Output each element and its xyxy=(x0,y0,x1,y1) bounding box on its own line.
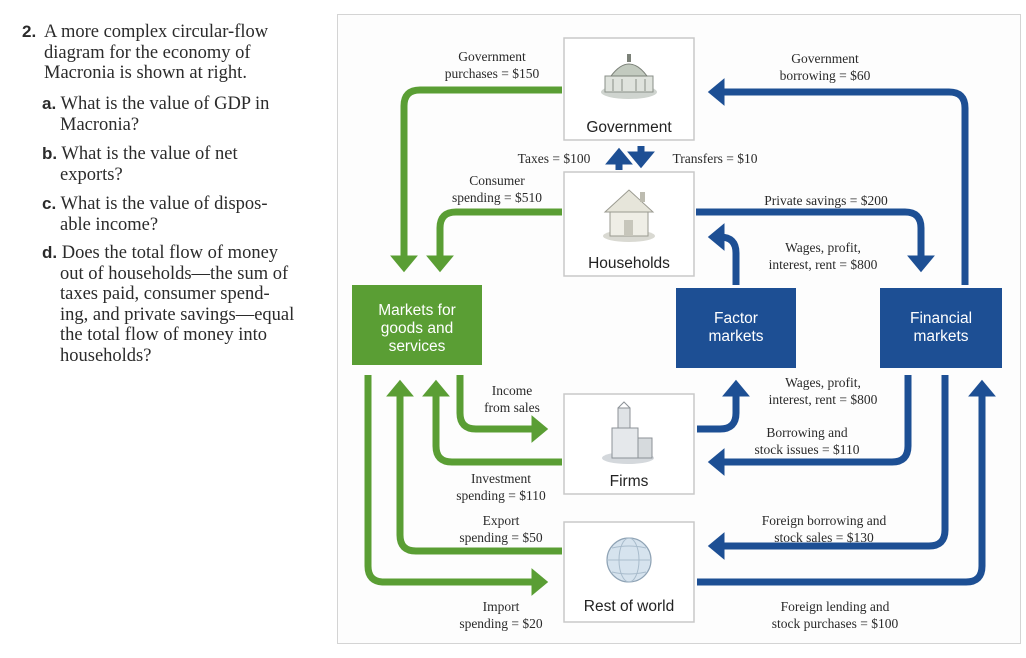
wages-bottom-arrow xyxy=(697,384,736,429)
borrowing-stock-label: Borrowing and stock issues = $110 xyxy=(754,425,860,457)
factor-markets-label: Factor markets xyxy=(708,310,764,345)
question-part-d: d. Does the total flow of money out of households—the sum of taxes paid, consumer spend- ing, and private savings—equal the total flow of money into households? xyxy=(42,243,295,366)
consumer-spending-arrow xyxy=(440,212,562,268)
question-part-a: a. What is the value of GDP in Macronia? xyxy=(42,94,270,135)
import-label: Import spending = $20 xyxy=(459,599,543,631)
wages-bottom-label: Wages, profit, interest, rent = $800 xyxy=(768,375,878,407)
question-number: 2. xyxy=(22,22,37,41)
income-sales-label: Income from sales xyxy=(484,383,540,415)
taxes-label: Taxes = $100 xyxy=(517,151,591,166)
firms-label: Firms xyxy=(609,473,649,490)
wages-top-label: Wages, profit, interest, rent = $800 xyxy=(768,240,878,272)
private-savings-label: Private savings = $200 xyxy=(764,193,888,208)
government-label: Government xyxy=(586,119,672,136)
globe-icon xyxy=(607,538,651,582)
gov-purchases-label: Government purchases = $150 xyxy=(444,49,540,81)
investment-label: Investment spending = $110 xyxy=(456,471,546,503)
question-part-b: b. What is the value of net exports? xyxy=(42,144,238,185)
gov-borrowing-label: Government borrowing = $60 xyxy=(779,51,871,83)
foreign-borrowing-label: Foreign borrowing and stock sales = $130 xyxy=(761,513,887,545)
question-intro: A more complex circular-flow diagram for the economy of Macronia is shown at right. xyxy=(44,22,269,83)
export-label: Export spending = $50 xyxy=(459,513,543,545)
households-label: Households xyxy=(588,255,670,272)
foreign-lending-label: Foreign lending and stock purchases = $100 xyxy=(771,599,899,631)
markets-goods-label: Markets for goods and services xyxy=(378,302,456,355)
financial-markets-label: Financial markets xyxy=(909,310,973,345)
wages-top-arrow xyxy=(712,237,736,285)
rest-of-world-label: Rest of world xyxy=(583,598,675,615)
consumer-spending-label: Consumer spending = $510 xyxy=(451,173,543,205)
transfers-label: Transfers = $10 xyxy=(672,151,758,166)
question-part-c: c. What is the value of dispos- able income? xyxy=(42,194,268,235)
foreign-lending-arrow xyxy=(697,384,982,582)
